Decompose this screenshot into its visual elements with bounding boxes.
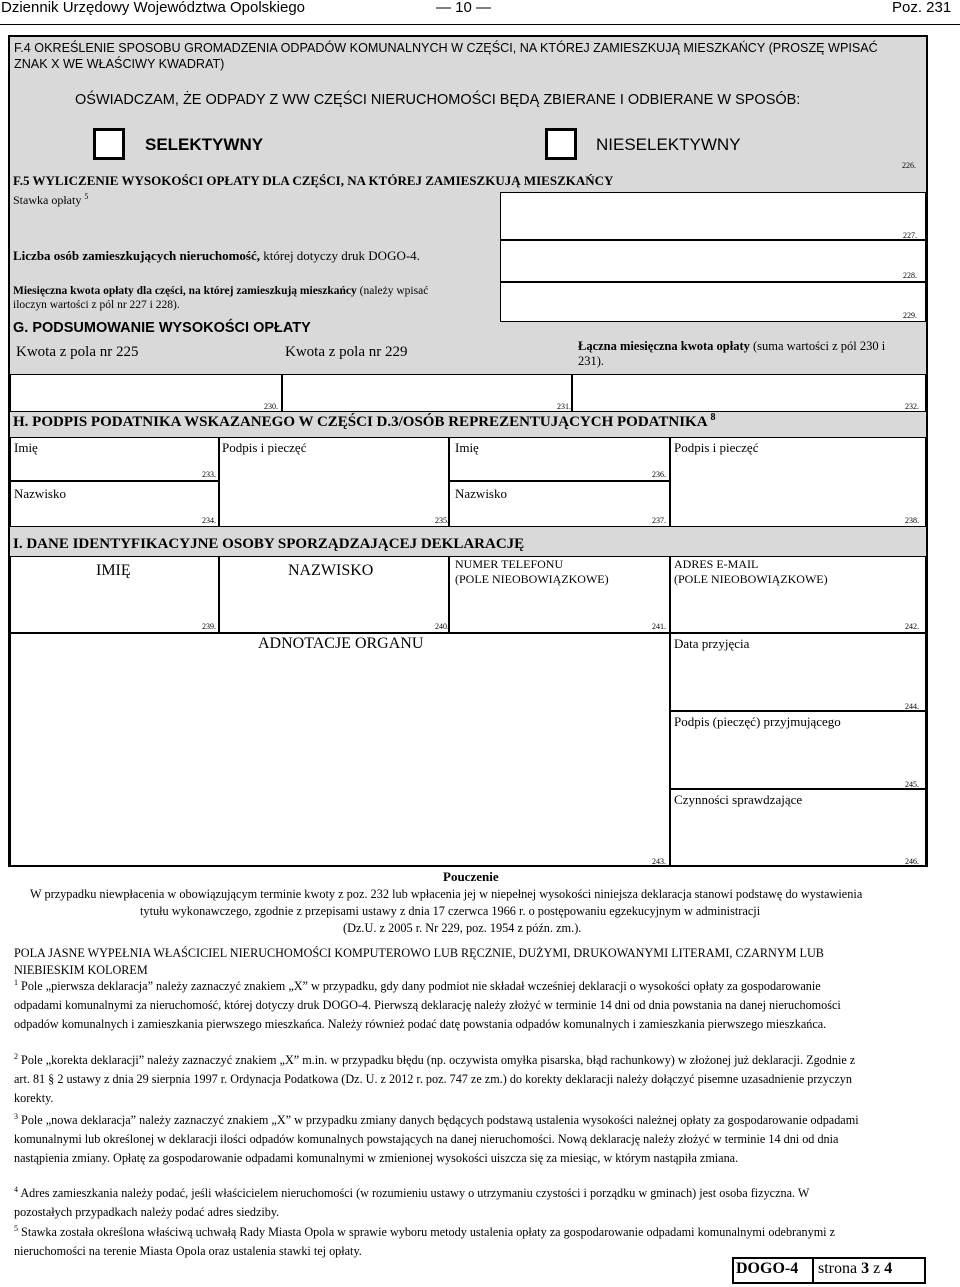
field-number-240: 240. [435, 622, 449, 631]
g-field-231[interactable] [282, 374, 572, 412]
persons-label [13, 248, 420, 263]
footnote-1-mark: 1 [14, 977, 18, 987]
footnote-5-line-2: nieruchomości na terenie Miasta Opola oraz ustalenia stawki tej opłaty. [14, 1244, 362, 1258]
footer-page-total: 4 [884, 1260, 893, 1277]
g-label-229: Kwota z pola nr 229 [285, 344, 408, 360]
footnote-4-line-1 [14, 1185, 809, 1201]
section-f4-statement: OŚWIADCZAM, ŻE ODPADY Z WW CZĘŚCI NIERUCHOMOŚCI BĘDĄ ZBIERANE I ODBIERANE W SPOSÓB: [75, 92, 801, 108]
footnote-1-line-3: odpadów komunalnych i zamieszkania pierwszego mieszkańca. Należy również podać datę powstania odpadów komunalnych i zamieszkania pierwszego mieszkańca. [14, 1017, 827, 1031]
i-label-phone-1: NUMER TELEFONU [455, 557, 564, 571]
persons-field[interactable] [500, 240, 926, 282]
footnote-1-line-2: odpadami komunalnymi za nieruchomość, której dotyczy druk DOGO-4. Pierwszą deklarację należy złożyć w terminie 14 dni od dnia powstania na danej nieruchomości [14, 998, 841, 1012]
footnote-2-line-1 [14, 1052, 855, 1068]
i-label-email-2: (POLE NIEOBOWIĄZKOWE) [674, 572, 828, 586]
intro-line-2: NIEBIESKIM KOLOREM [14, 963, 148, 977]
field-number-232: 232. [905, 402, 919, 411]
field-number-245: 245. [905, 780, 919, 789]
receipt-date-label: Data przyjęcia [674, 636, 750, 651]
footnote-3-line-1 [14, 1112, 859, 1128]
g-total-label [578, 339, 923, 369]
h-label-last-name-2: Nazwisko [455, 486, 507, 501]
h-label-signature-1: Podpis i pieczęć [222, 440, 307, 455]
section-g-title: G. PODSUMOWANIE WYSOKOŚCI OPŁATY [13, 320, 311, 336]
field-number-227: 227. [903, 231, 917, 240]
monthly-label [13, 284, 428, 312]
field-number-241: 241. [652, 622, 666, 631]
footnote-2-mark: 2 [14, 1051, 18, 1061]
h-label-signature-2: Podpis i pieczęć [674, 440, 759, 455]
field-number-231: 231. [557, 402, 571, 411]
i-label-phone [455, 557, 609, 587]
section-h-title-text: H. PODPIS PODATNIKA WSKAZANEGO W CZĘŚCI D.3/OSÓB REPREZENTUJĄCYCH PODATNIKA [13, 414, 707, 430]
i-label-phone-2: (POLE NIEOBOWIĄZKOWE) [455, 572, 609, 586]
g-field-230[interactable] [10, 374, 282, 412]
field-number-239: 239. [202, 622, 216, 631]
monthly-label-rest1: (należy wpisać [356, 285, 429, 297]
footnote-4-line-2: pozostałych przypadkach należy podać adres siedziby. [14, 1205, 280, 1219]
rate-label-sup: 5 [84, 192, 89, 201]
field-number-244: 244. [905, 702, 919, 711]
footnote-1-line-1 [14, 978, 821, 994]
footnote-5-line-1 [14, 1224, 835, 1240]
checkbox-nonselective[interactable] [545, 128, 577, 160]
field-number-238: 238. [905, 516, 919, 525]
monthly-field[interactable] [500, 282, 926, 322]
header-position: Poz. 231 [892, 0, 952, 16]
footnote-3-line-3: nastąpienia zmiany. Opłatę za gospodarowanie odpadami komunalnymi w zmienionej wysokości uiszcza się za miesiąc, w którym nastąpiła zmiana. [14, 1151, 739, 1165]
field-number-236: 236. [652, 470, 666, 479]
i-label-email [674, 557, 828, 587]
footnote-3-text-1: Pole „nowa deklaracja” należy zaznaczyć znakiem „X” w przypadku zmiany danych będących podstawą ustalenia wysokości należnej opłaty za gospodarowanie odpadami [21, 1113, 859, 1127]
field-number-243: 243. [652, 857, 666, 866]
footnote-2-line-2: art. 81 § 2 ustawy z dnia 29 sierpnia 1997 r. Ordynacja Podatkowa (Dz. U. z 2012 r. poz. 747 ze zm.) do korekty deklaracji należy dołączyć pisemne uzasadnienie przyczyn [14, 1072, 852, 1086]
footnote-5-mark: 5 [14, 1223, 18, 1233]
label-selective: SELEKTYWNY [145, 135, 264, 154]
persons-label-rest: której dotyczy druk DOGO-4. [259, 248, 420, 263]
footnote-4-mark: 4 [14, 1184, 18, 1194]
g-total-rest2: 231). [578, 354, 605, 368]
footnote-2-line-3: korekty. [14, 1091, 54, 1105]
persons-label-bold: Liczba osób zamieszkujących nieruchomość, [13, 248, 260, 263]
i-label-first-name: IMIĘ [96, 562, 131, 579]
footnote-1-text-1: Pole „pierwsza deklaracja” należy zaznaczyć znakiem „X” w przypadku, gdy dany podmiot nie składał wcześniej deklaracji o wysokości opłaty za gospodarowanie [21, 979, 821, 993]
footer-page-current: 3 [861, 1260, 870, 1277]
g-total-rest: (suma wartości z pól 230 i [749, 339, 886, 353]
field-number-237: 237. [652, 516, 666, 525]
checks-label: Czynności sprawdzające [674, 792, 803, 807]
field-number-234: 234. [202, 516, 216, 525]
field-number-228: 228. [903, 271, 917, 280]
rate-field[interactable] [500, 192, 926, 240]
intro-line-1: POLA JASNE WYPEŁNIA WŁAŚCICIEL NIERUCHOMOŚCI KOMPUTEROWO LUB RĘCZNIE, DUŻYMI, DRUKOWANYMI LITERAMI, CZARNYM LUB [14, 946, 824, 960]
i-label-email-1: ADRES E-MAIL [674, 557, 759, 571]
header-journal: Dziennik Urzędowy Województwa Opolskiego [1, 0, 306, 16]
footer-form-code: DOGO-4 [736, 1260, 799, 1277]
field-number-230: 230. [264, 402, 278, 411]
g-field-232[interactable] [572, 374, 926, 412]
page-header [0, 0, 960, 25]
h-label-first-name-2: Imię [455, 440, 479, 455]
field-number-246: 246. [905, 857, 919, 866]
notice-line-1: W przypadku niewpłacenia w obowiązującym terminie kwoty z poz. 232 lub wpłacenia jej w niepełnej wysokości niniejsza deklaracja stanowi podstawę do wystawienia [30, 887, 863, 901]
header-page-number: — 10 — [436, 0, 492, 16]
h-label-last-name-1: Nazwisko [14, 486, 66, 501]
g-label-225: Kwota z pola nr 225 [16, 344, 139, 360]
label-nonselective: NIESELEKTYWNY [596, 135, 741, 154]
rate-label [13, 193, 88, 208]
footer-of-word: z [873, 1260, 881, 1277]
section-f4-title: F.4 OKREŚLENIE SPOSOBU GROMADZENIA ODPADÓW KOMUNALNYCH W CZĘŚCI, NA KTÓREJ ZAMIESZKUJĄ MIESZKAŃCY (PROSZĘ WPISAĆ ZNAK X WE WŁAŚCIWY KWADRAT) [14, 41, 878, 71]
notice-line-2: tytułu wykonawczego, zgodnie z przepisami ustawy z dnia 17 czerwca 1966 r. o postępowaniu egzekucyjnym w administracji [140, 904, 761, 918]
footnote-2-text-1: Pole „korekta deklaracji” należy zaznaczyć znakiem „X” m.in. w przypadku błędu (np. oczywista omyłka pisarska, błąd rachunkowy) w złożonej już deklaracji. Zgodnie z [21, 1053, 856, 1067]
organ-annotations-field[interactable] [10, 633, 670, 866]
checkbox-selective[interactable] [93, 128, 125, 160]
section-i-title: I. DANE IDENTYFIKACYJNE OSOBY SPORZĄDZAJĄCEJ DEKLARACJĘ [13, 536, 525, 552]
organ-annotations-label: ADNOTACJE ORGANU [258, 635, 424, 652]
footnote-5-text-1: Stawka została określona właściwą uchwałą Rady Miasta Opola w sprawie wyboru metody ustalenia opłaty za gospodarowanie odpadami komunalnymi odebranymi z [21, 1225, 836, 1239]
h-first-name-1[interactable] [10, 437, 219, 481]
i-label-last-name: NAZWISKO [288, 562, 374, 579]
notice-line-3: (Dz.U. z 2005 r. Nr 229, poz. 1954 z późn. zm.). [343, 921, 582, 935]
field-number-233: 233. [202, 470, 216, 479]
monthly-label-bold: Miesięczna kwota opłaty dla części, na której zamieszkują mieszkańcy [13, 285, 357, 297]
notice-title: Pouczenie [443, 869, 499, 884]
rate-label-text: Stawka opłaty [13, 193, 82, 207]
footnote-4-text-1: Adres zamieszkania należy podać, jeśli właścicielem nieruchomości (w rozumieniu ustawy o utrzymaniu czystości i porządku w gminach) jest osoba fizyczna. W [20, 1186, 810, 1200]
h-first-name-2[interactable] [449, 437, 670, 481]
field-number-226: 226. [902, 161, 916, 170]
receiver-signature-label: Podpis (pieczęć) przyjmującego [674, 714, 841, 729]
section-h-title-sup: 8 [710, 412, 716, 423]
g-total-bold: Łączna miesięczna kwota opłaty [578, 339, 750, 353]
section-h-title [13, 414, 715, 431]
field-number-229: 229. [903, 311, 917, 320]
footnote-3-line-2: komunalnymi lub określonej w deklaracji ilości odpadów komunalnych powstających na danej nieruchomości. Nową deklarację należy złożyć w terminie 14 dni od dnia [14, 1132, 839, 1146]
field-number-242: 242. [905, 622, 919, 631]
monthly-label-rest2: iloczyn wartości z pól nr 227 i 228). [13, 299, 180, 311]
footer-page-indicator [818, 1260, 892, 1278]
footer-page-word: strona [818, 1260, 858, 1277]
h-label-first-name-1: Imię [14, 440, 38, 455]
footnote-3-mark: 3 [14, 1111, 18, 1121]
field-number-235: 235. [435, 516, 449, 525]
section-f5-title: F.5 WYLICZENIE WYSOKOŚCI OPŁATY DLA CZĘŚCI, NA KTÓREJ ZAMIESZKUJĄ MIESZKAŃCY [13, 173, 614, 188]
